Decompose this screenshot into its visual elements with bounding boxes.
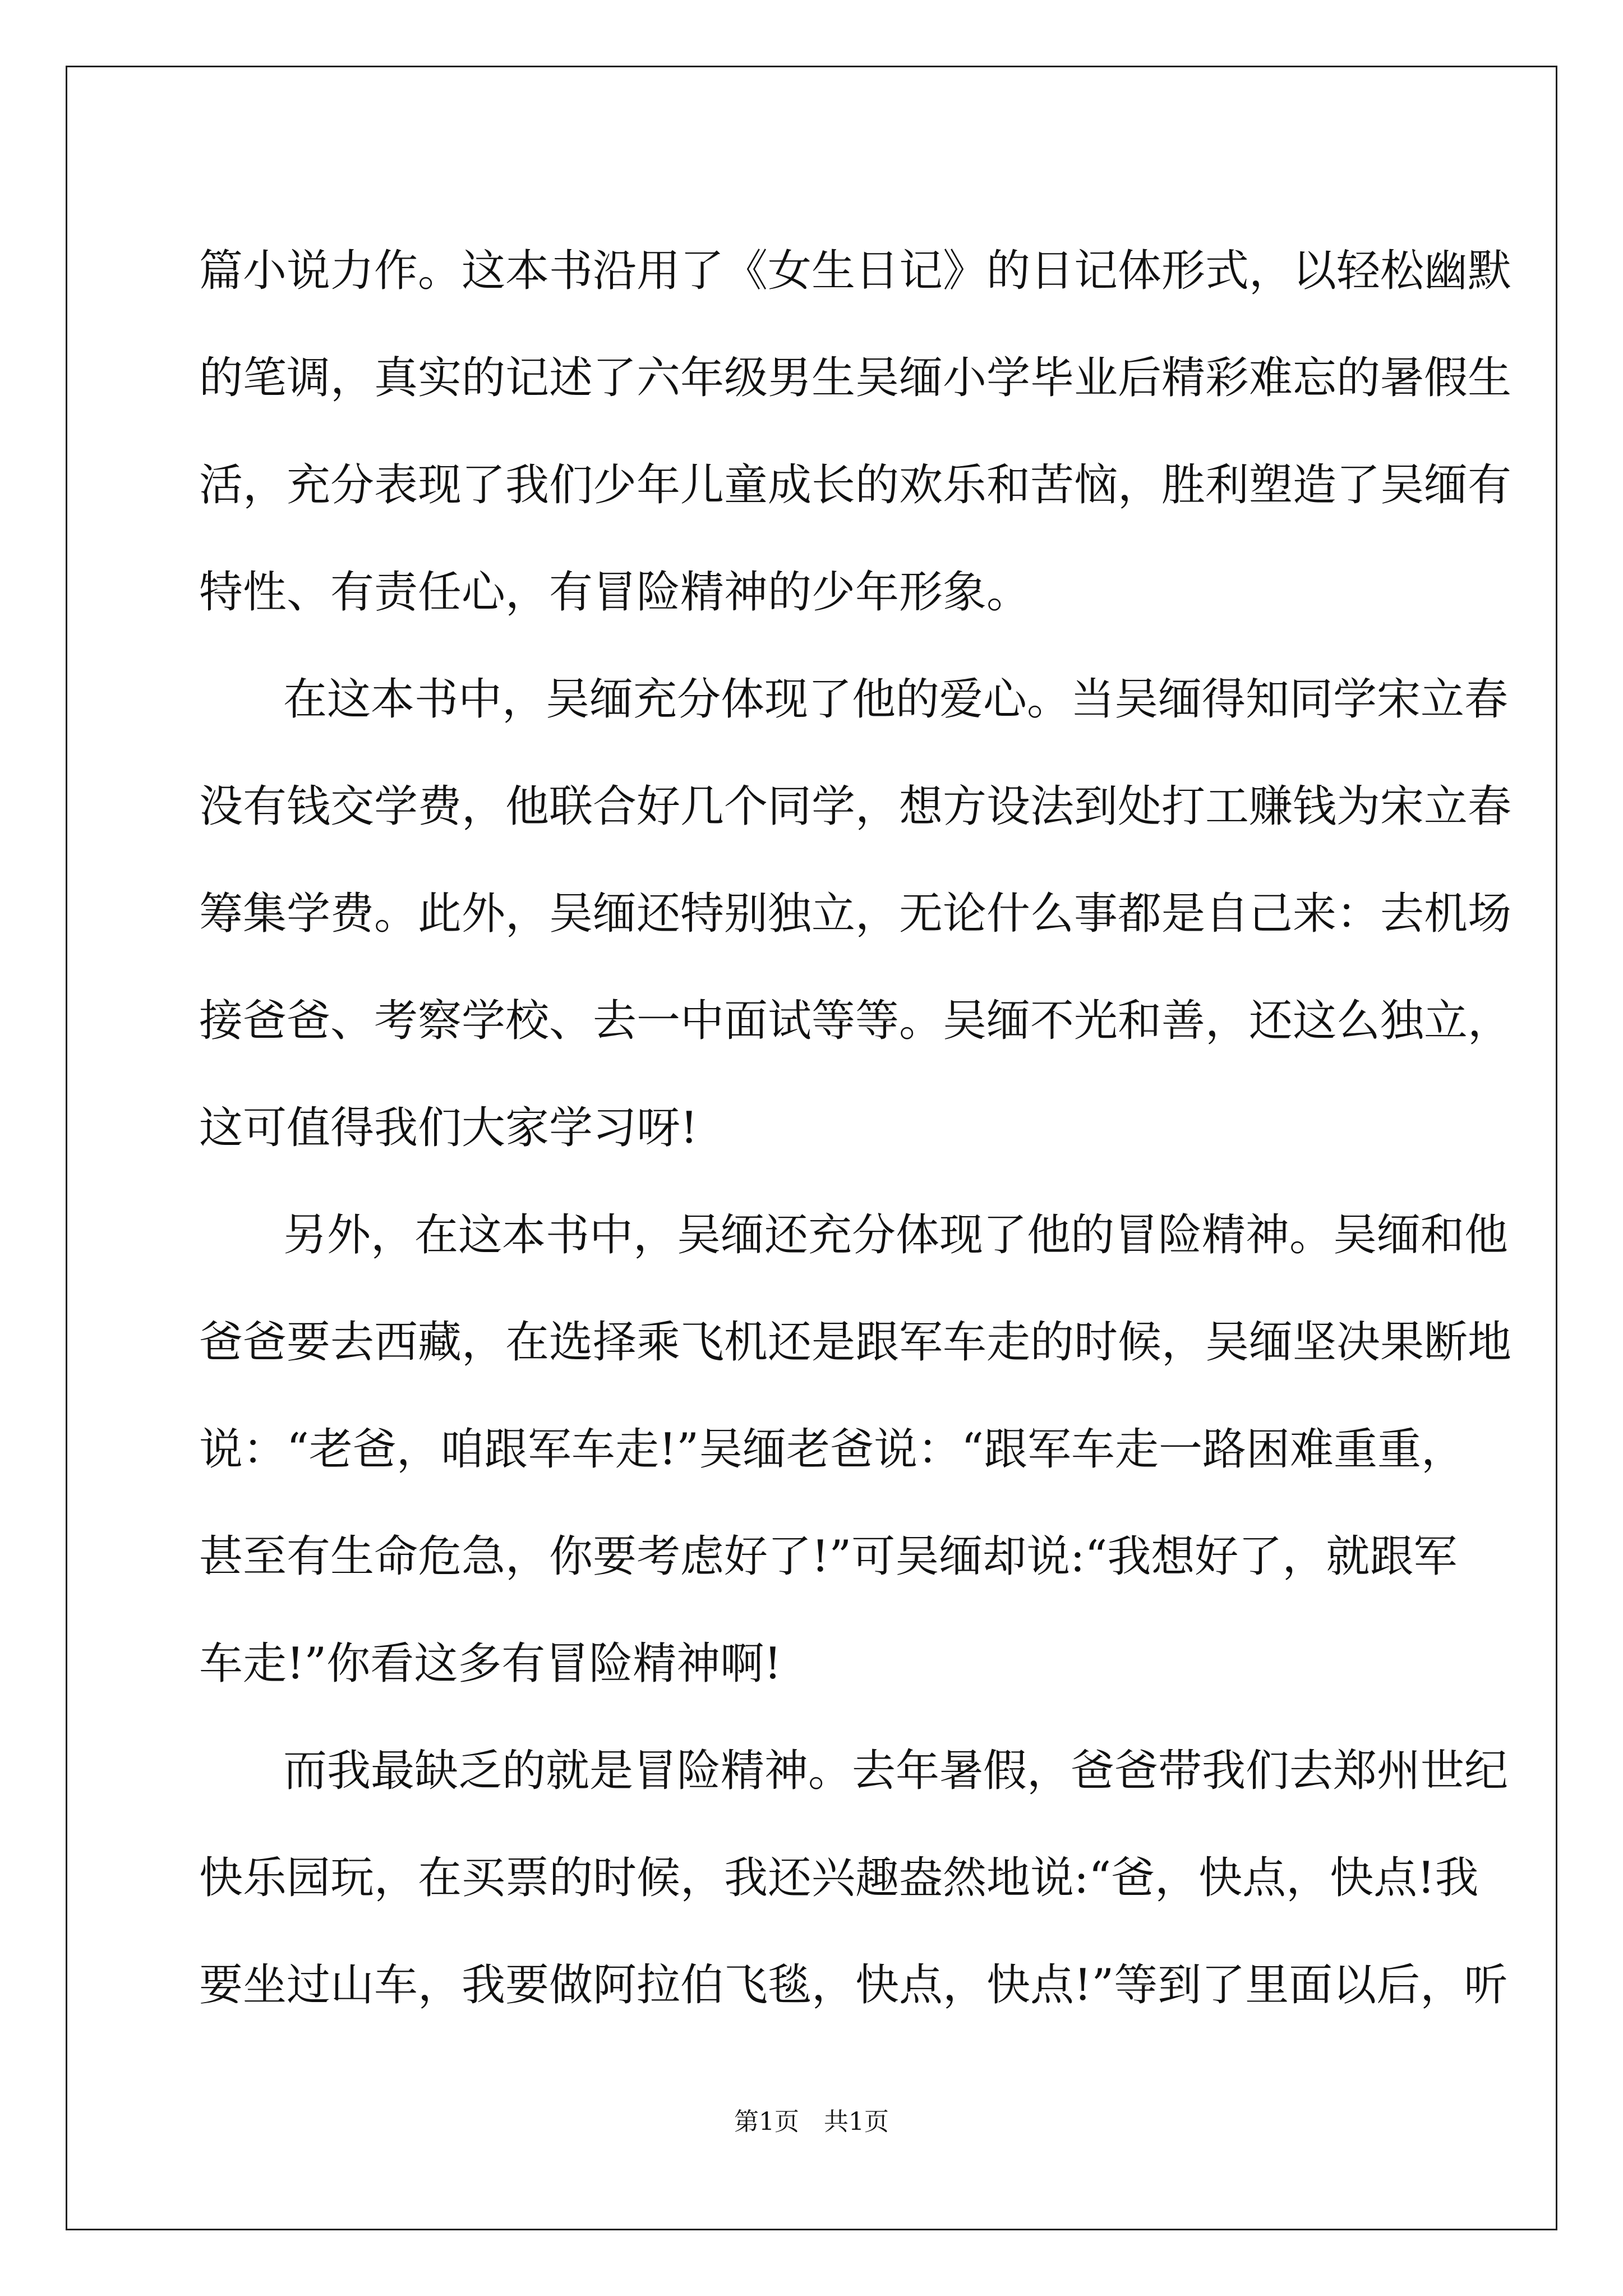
text-line-3: 活，充分表现了我们少年儿童成长的欢乐和苦恼，胜利塑造了吴缅有 — [199, 460, 1512, 510]
text-line-8: 接爸爸、考察学校、去一中面试等等。吴缅不光和善，还这么独立， — [199, 996, 1512, 1046]
text-line-6: 没有钱交学费，他联合好几个同学，想方设法到处打工赚钱为宋立春 — [199, 781, 1512, 832]
document-body — [199, 218, 1512, 2039]
text-line-4: 特性、有责任心，有冒险精神的少年形象。 — [199, 567, 1031, 618]
text-line-13: 甚至有生命危急，你要考虑好了!”可吴缅却说:“我想好了，就跟军 — [199, 1531, 1458, 1582]
text-line-2: 的笔调，真实的记述了六年级男生吴缅小学毕业后精彩难忘的暑假生 — [199, 353, 1512, 403]
text-line-14: 车走!”你看这多有冒险精神啊! — [199, 1639, 782, 1689]
page-footer: 第1页 共1页 — [734, 2108, 889, 2136]
text-line-10: 另外，在这本书中，吴缅还充分体现了他的冒险精神。吴缅和他 — [283, 1210, 1509, 1260]
text-line-9: 这可值得我们大家学习呀! — [199, 1103, 698, 1153]
text-line-11: 爸爸要去西藏，在选择乘飞机还是跟军车走的时候，吴缅坚决果断地 — [199, 1317, 1512, 1368]
text-line-17: 要坐过山车，我要做阿拉伯飞毯，快点，快点!”等到了里面以后，听 — [199, 1960, 1508, 2010]
text-line-5: 在这本书中，吴缅充分体现了他的爱心。当吴缅得知同学宋立春 — [283, 674, 1509, 725]
text-line-12: 说：“老爸，咱跟军车走!”吴缅老爸说：“跟军车走一路困难重重， — [199, 1424, 1465, 1475]
text-line-15: 而我最缺乏的就是冒险精神。去年暑假，爸爸带我们去郑州世纪 — [283, 1746, 1509, 1796]
text-line-1: 篇小说力作。这本书沿用了《女生日记》的日记体形式，以轻松幽默 — [199, 246, 1512, 296]
text-line-16: 快乐园玩，在买票的时候，我还兴趣盎然地说:“爸，快点，快点!我 — [199, 1853, 1479, 1903]
text-line-7: 筹集学费。此外，吴缅还特别独立，无论什么事都是自己来：去机场 — [199, 889, 1512, 939]
